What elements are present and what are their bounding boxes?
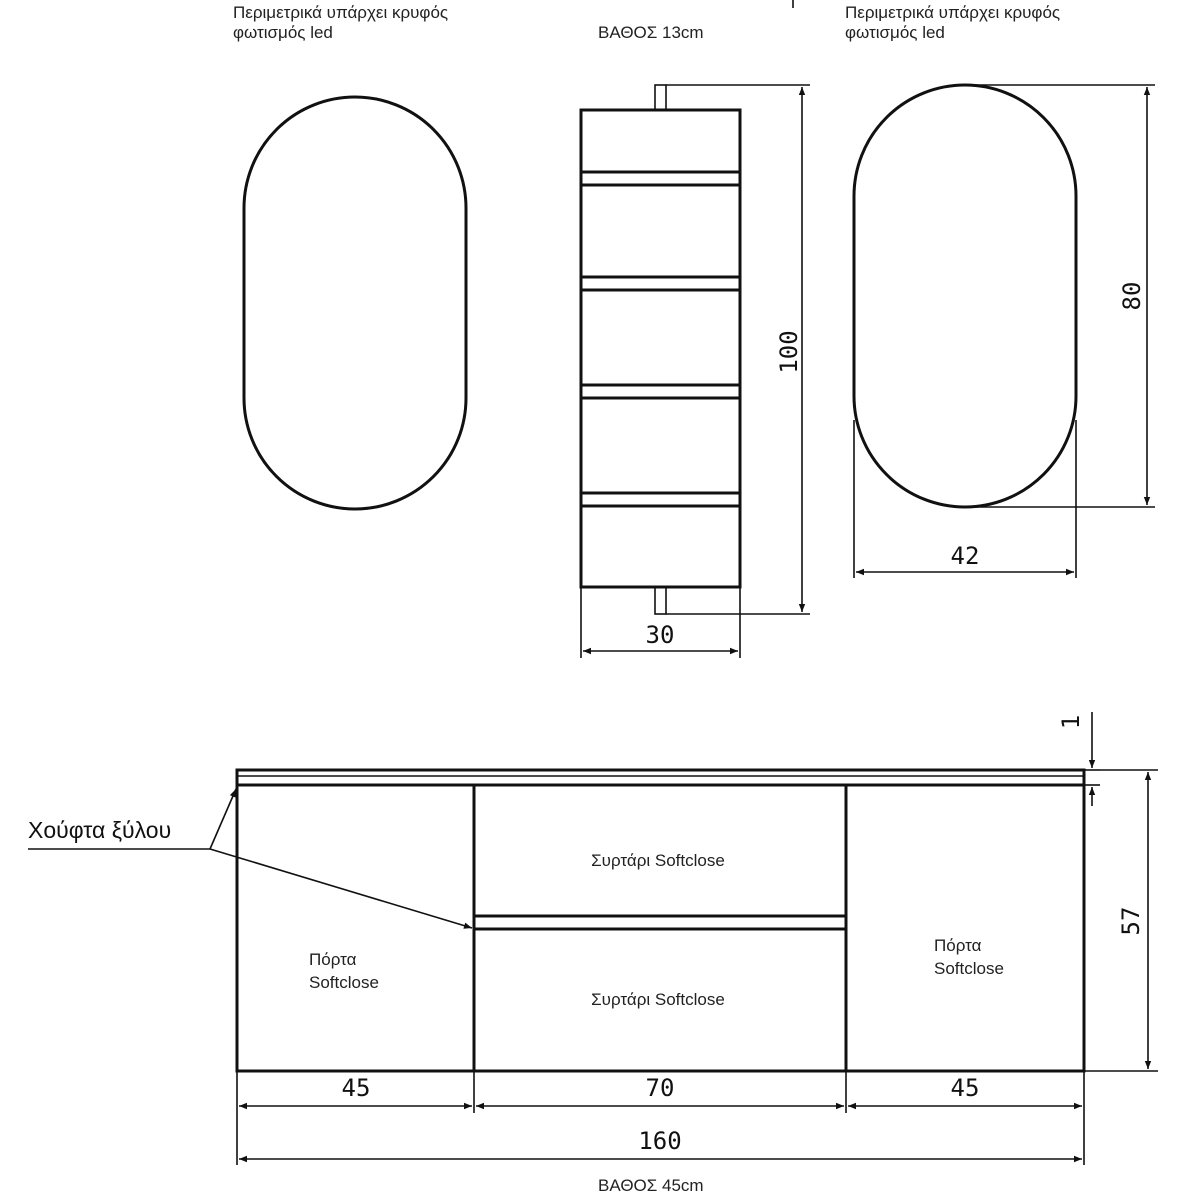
left-led-note-line2: φωτισμός led — [233, 23, 333, 42]
cabinet-height-dimension — [666, 85, 810, 614]
cabinet-width-dimension — [581, 587, 740, 658]
cabinet-body — [581, 110, 740, 587]
total-width-label: 160 — [638, 1127, 682, 1155]
right-led-note-line2: φωτισμός led — [845, 23, 945, 42]
right-door-width-label: 45 — [950, 1074, 980, 1102]
mirror-width-dimension — [854, 420, 1076, 578]
right-led-note-line1: Περιμετρικά υπάρχει κρυφός — [845, 3, 1061, 22]
drawer-bottom-label: Συρτάρι Softclose — [591, 990, 725, 1009]
left-door-label-line1: Πόρτα — [309, 950, 357, 969]
wall-cabinet — [581, 85, 740, 614]
countertop — [237, 770, 1084, 785]
drawer-top-label: Συρτάρι Softclose — [591, 851, 725, 870]
right-oval-mirror — [854, 85, 1076, 507]
mirror-width-label: 42 — [950, 542, 980, 570]
vanity-height-label: 57 — [1117, 906, 1145, 936]
left-door-label-line2: Softclose — [309, 973, 379, 992]
top-thickness-dimension — [1057, 712, 1100, 806]
left-door-width-label: 45 — [341, 1074, 371, 1102]
mirror-height-label: 80 — [1118, 281, 1146, 311]
handle-callout-label: Χούφτα ξύλου — [28, 817, 172, 843]
cabinet-height-label: 100 — [775, 330, 803, 374]
left-oval-mirror — [244, 97, 466, 509]
left-led-note-line1: Περιμετρικά υπάρχει κρυφός — [233, 3, 449, 22]
vanity-unit — [237, 770, 1084, 1071]
vanity-height-dimension — [1084, 770, 1158, 1071]
mirror-height-dimension — [965, 85, 1155, 507]
drawers-width-label: 70 — [645, 1074, 675, 1102]
cabinet-depth-note: ΒΑΘΟΣ 13cm — [598, 23, 704, 42]
top-bracket — [655, 85, 666, 110]
cabinet-width-label: 30 — [645, 621, 675, 649]
right-door-label-line1: Πόρτα — [934, 936, 982, 955]
bottom-bracket — [655, 587, 666, 614]
right-door-label-line2: Softclose — [934, 959, 1004, 978]
total-width-dimension — [239, 1127, 1082, 1159]
top-thickness-label: 1 — [1057, 714, 1085, 730]
vanity-depth-note: ΒΑΘΟΣ 45cm — [598, 1176, 704, 1195]
handle-callout — [28, 789, 472, 928]
